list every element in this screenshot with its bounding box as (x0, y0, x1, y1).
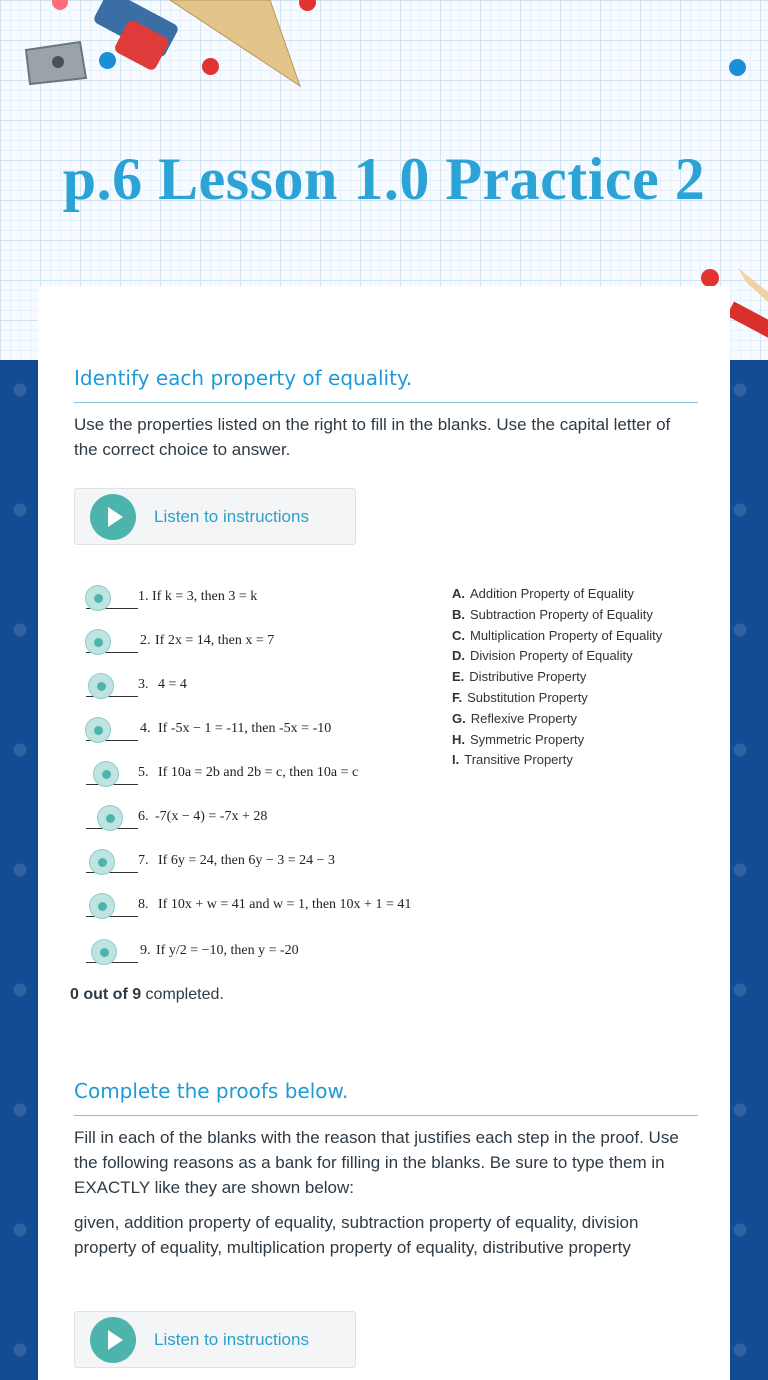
progress-suffix: completed. (141, 986, 224, 1003)
question-row (68, 939, 468, 969)
question-text: -7(x − 4) = -7x + 28 (155, 809, 268, 824)
question-number: 2. (140, 633, 151, 648)
section-instructions: Fill in each of the blanks with the reason that justifies each step in the proof. Use the following reasons as a bank for filling in the blanks. Be sure to type them in EXACTLY like they are shown below: (74, 1128, 679, 1197)
question-text: If k = 3, then 3 = k (152, 589, 258, 604)
question-row (68, 849, 468, 879)
choice-item: E. Distributive Property (452, 669, 587, 685)
pencil-sharpener-icon (20, 38, 92, 88)
question-row (68, 585, 468, 615)
choice-item: C. Multiplication Property of Equality (452, 627, 663, 643)
decor-dot (701, 269, 719, 287)
question-text: If 10a = 2b and 2b = c, then 10a = c (158, 765, 359, 780)
question-number: 8. (138, 897, 149, 912)
question-row (68, 893, 468, 923)
progress-count: 0 out of 9 (70, 986, 142, 1003)
listen-instructions-button[interactable] (74, 1311, 356, 1368)
section-divider (74, 1115, 698, 1116)
question-number: 3. (138, 677, 149, 692)
question-number: 4. (140, 721, 151, 736)
choice-item: D. Division Property of Equality (452, 648, 633, 664)
answer-hotspot[interactable] (97, 805, 123, 831)
answer-hotspot[interactable] (93, 761, 119, 787)
page-title: p.6 Lesson 1.0 Practice 2 (62, 146, 706, 212)
choice-item: G. Reflexive Property (452, 710, 577, 726)
worksheet-card (38, 286, 730, 1380)
question-number: 9. (140, 943, 151, 958)
question-row (68, 805, 468, 835)
answer-hotspot[interactable] (85, 717, 111, 743)
question-row (68, 629, 468, 659)
decor-dot (729, 59, 746, 76)
choice-item: A. Addition Property of Equality (452, 586, 635, 601)
question-text: If 10x + w = 41 and w = 1, then 10x + 1 = 41 (158, 897, 412, 912)
question-text: If y/2 = −10, then y = -20 (156, 943, 299, 958)
reason-bank: given, addition property of equality, subtraction property of equality, division property of equality, multiplication property of equality, distributive property (74, 1213, 639, 1257)
answer-hotspot[interactable] (89, 849, 115, 875)
decor-dot (202, 58, 219, 75)
question-row (68, 673, 468, 703)
section-title: Complete the proofs below. (74, 1079, 349, 1103)
decor-dot (99, 52, 116, 69)
section-title: Identify each property of equality. (74, 366, 413, 390)
listen-instructions-button[interactable] (74, 488, 356, 545)
ruler-icon (170, 0, 305, 90)
section-instructions: Use the properties listed on the right to fill in the blanks. Use the capital letter of the correct choice to answer. (74, 415, 671, 459)
play-icon[interactable] (90, 1317, 136, 1363)
question-text: If 2x = 14, then x = 7 (155, 633, 275, 648)
choice-item: F. Substitution Property (452, 689, 588, 705)
choice-item: H. Symmetric Property (452, 731, 585, 747)
question-text: 4 = 4 (158, 677, 187, 692)
answer-hotspot[interactable] (88, 673, 114, 699)
progress-status (70, 986, 224, 1004)
answer-hotspot[interactable] (89, 893, 115, 919)
answer-hotspot[interactable] (85, 585, 111, 611)
question-number: 5. (138, 765, 149, 780)
pencil-icon (728, 262, 768, 352)
choice-item: B. Subtraction Property of Equality (452, 606, 653, 622)
listen-label: Listen to instructions (154, 506, 309, 526)
play-icon[interactable] (90, 494, 136, 540)
question-text: If -5x − 1 = -11, then -5x = -10 (158, 721, 332, 736)
choice-item: I. Transitive Property (452, 752, 573, 768)
section-divider (74, 402, 698, 403)
listen-label: Listen to instructions (154, 1329, 309, 1349)
question-row (68, 717, 468, 747)
question-row (68, 761, 468, 791)
question-number: 1. (138, 589, 149, 604)
question-number: 6. (138, 809, 149, 824)
worksheet-questions (68, 574, 700, 984)
question-text: If 6y = 24, then 6y − 3 = 24 − 3 (158, 853, 336, 868)
question-number: 7. (138, 853, 149, 868)
answer-hotspot[interactable] (85, 629, 111, 655)
property-choices (452, 584, 702, 771)
answer-hotspot[interactable] (91, 939, 117, 965)
